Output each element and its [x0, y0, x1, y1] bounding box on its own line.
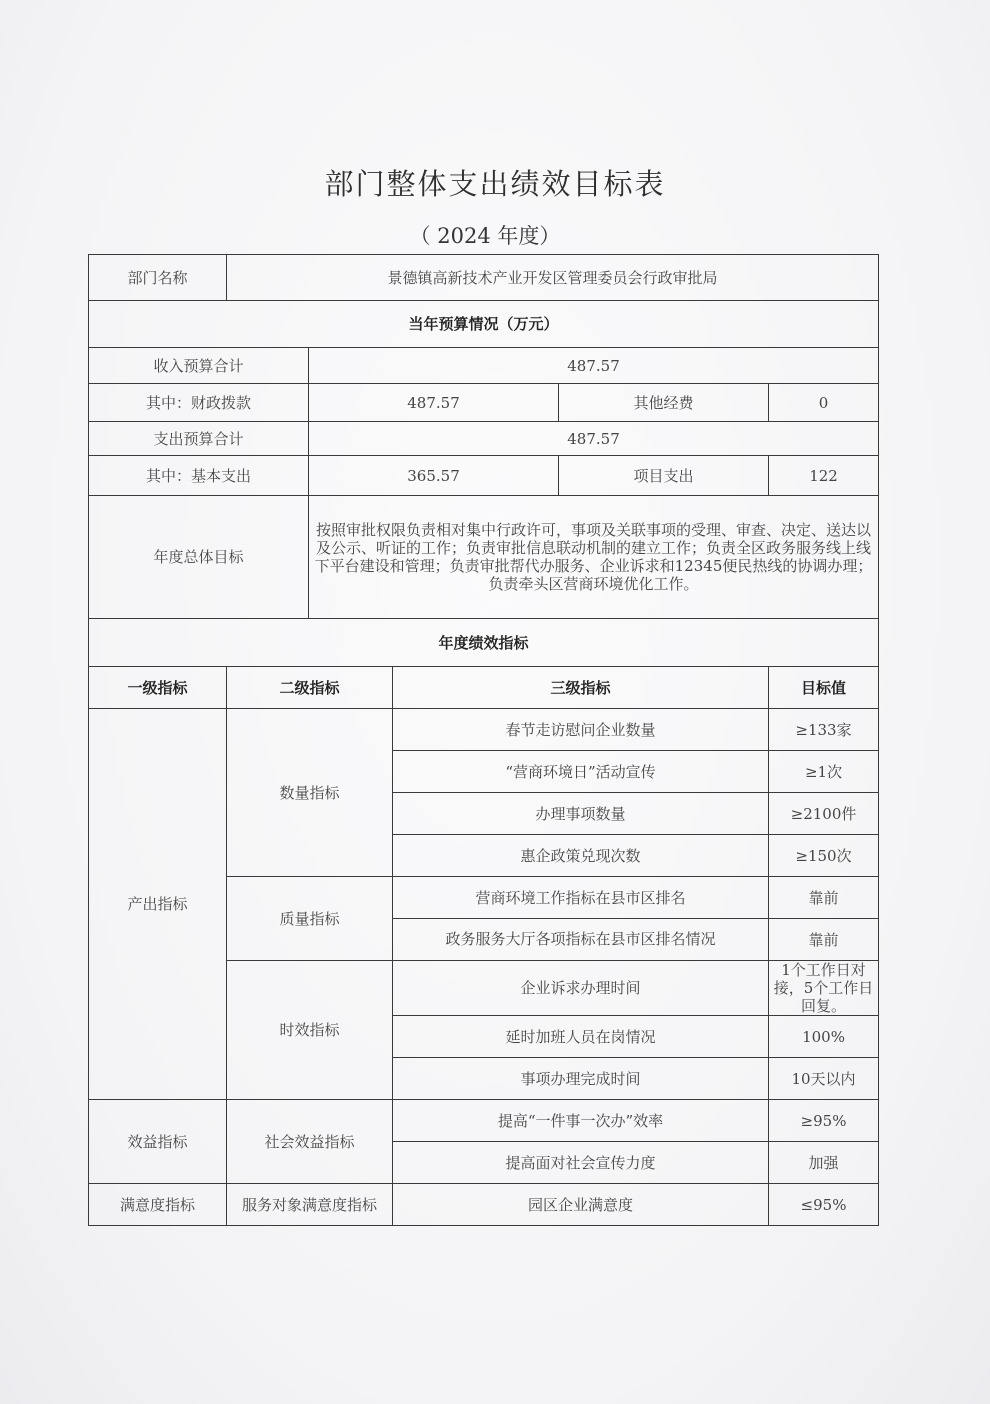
indicator-name: 政务服务大厅各项指标在县市区排名情况: [393, 919, 769, 961]
indicator-name: “营商环境日”活动宣传: [393, 751, 769, 793]
indicator-target: ≥2100件: [769, 793, 879, 835]
level2-timeliness: 时效指标: [227, 961, 393, 1100]
level1-benefit: 效益指标: [89, 1100, 227, 1184]
fiscal-label: 其中：财政拨款: [89, 384, 309, 422]
goal-label: 年度总体目标: [89, 496, 309, 619]
level2-quantity: 数量指标: [227, 709, 393, 877]
indicator-target: 10天以内: [769, 1058, 879, 1100]
indicator-name: 办理事项数量: [393, 793, 769, 835]
goal-text: 按照审批权限负责相对集中行政许可，事项及关联事项的受理、审查、决定、送达以及公示、听证的工作；负责审批信息联动机制的建立工作；负责全区政务服务线上线下平台建设和管理；负责审批帮代办服务、企业诉求和12345便民热线的协调办理；负责牵头区营商环境优化工作。: [309, 496, 879, 619]
income-total-label: 收入预算合计: [89, 348, 309, 384]
expense-total-label: 支出预算合计: [89, 422, 309, 456]
indicator-name: 惠企政策兑现次数: [393, 835, 769, 877]
expense-total-value: 487.57: [309, 422, 879, 456]
fiscal-value: 487.57: [309, 384, 559, 422]
expense-total-row: [89, 422, 879, 456]
dept-value: 景德镇高新技术产业开发区管理委员会行政审批局: [227, 255, 879, 301]
header-level3: 三级指标: [393, 667, 769, 709]
indicator-target: 靠前: [769, 919, 879, 961]
performance-table: [88, 254, 879, 1226]
indicator-target: ≥1次: [769, 751, 879, 793]
level2-service: 服务对象满意度指标: [227, 1184, 393, 1226]
budget-heading: 当年预算情况（万元）: [89, 301, 879, 348]
indicator-target: 1个工作日对接，5个工作日回复。: [769, 961, 879, 1016]
indicators-header-row: [89, 667, 879, 709]
level2-quality: 质量指标: [227, 877, 393, 961]
table-row: [89, 1100, 879, 1142]
indicator-target: 加强: [769, 1142, 879, 1184]
header-level2: 二级指标: [227, 667, 393, 709]
basic-row: [89, 456, 879, 496]
table-row: [89, 1184, 879, 1226]
income-total-value: 487.57: [309, 348, 879, 384]
indicators-heading: 年度绩效指标: [89, 619, 879, 667]
indicator-target: ≤95%: [769, 1184, 879, 1226]
level2-social: 社会效益指标: [227, 1100, 393, 1184]
basic-value: 365.57: [309, 456, 559, 496]
basic-label: 其中：基本支出: [89, 456, 309, 496]
document-year: （ 2024 年度）: [409, 224, 561, 248]
project-value: 122: [769, 456, 879, 496]
other-label: 其他经费: [559, 384, 769, 422]
indicator-target: 靠前: [769, 877, 879, 919]
level1-output: 产出指标: [89, 709, 227, 1100]
indicator-target: ≥133家: [769, 709, 879, 751]
indicator-target: ≥150次: [769, 835, 879, 877]
budget-heading-row: [89, 301, 879, 348]
goal-row: [89, 496, 879, 619]
dept-label: 部门名称: [89, 255, 227, 301]
indicator-name: 企业诉求办理时间: [393, 961, 769, 1016]
other-value: 0: [769, 384, 879, 422]
fiscal-row: [89, 384, 879, 422]
dept-row: [89, 255, 879, 301]
income-total-row: [89, 348, 879, 384]
indicator-name: 提高“一件事一次办”效率: [393, 1100, 769, 1142]
table-row: [89, 709, 879, 751]
level1-satisfaction: 满意度指标: [89, 1184, 227, 1226]
indicator-target: ≥95%: [769, 1100, 879, 1142]
indicators-heading-row: [89, 619, 879, 667]
header-level1: 一级指标: [89, 667, 227, 709]
indicator-name: 园区企业满意度: [393, 1184, 769, 1226]
project-label: 项目支出: [559, 456, 769, 496]
indicator-name: 延时加班人员在岗情况: [393, 1016, 769, 1058]
indicator-name: 提高面对社会宣传力度: [393, 1142, 769, 1184]
indicator-name: 事项办理完成时间: [393, 1058, 769, 1100]
document-title: 部门整体支出绩效目标表: [324, 167, 666, 201]
indicator-target: 100%: [769, 1016, 879, 1058]
header-target: 目标值: [769, 667, 879, 709]
indicator-name: 春节走访慰问企业数量: [393, 709, 769, 751]
indicator-name: 营商环境工作指标在县市区排名: [393, 877, 769, 919]
